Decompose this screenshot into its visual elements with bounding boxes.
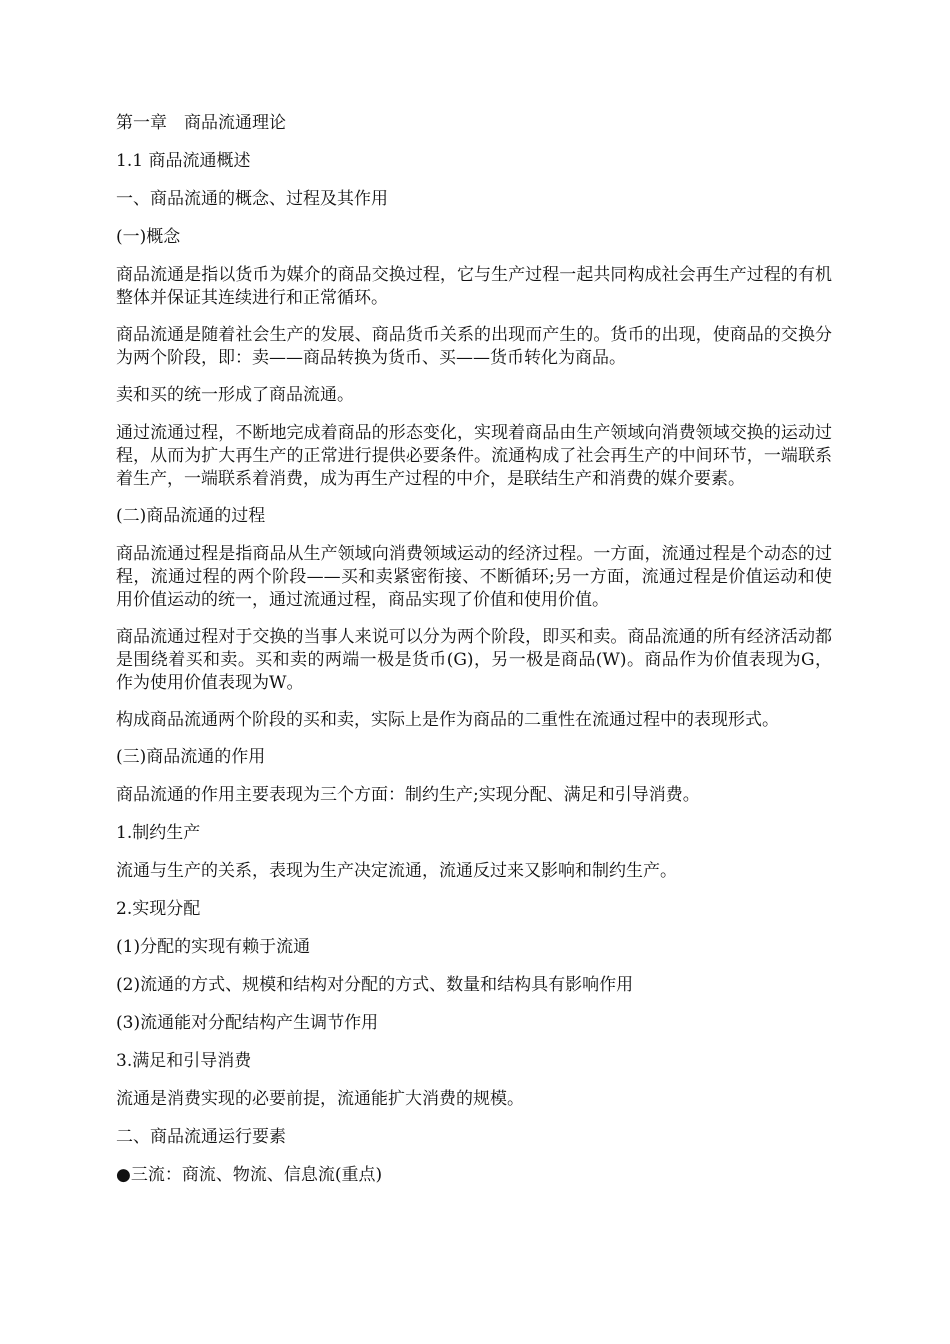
numbered-heading: 3.满足和引导消费	[116, 1051, 252, 1071]
bullet-item: ●三流：商流、物流、信息流(重点)	[116, 1165, 383, 1185]
body-paragraph: 商品流通的作用主要表现为三个方面：制约生产;实现分配、满足和引导消费。	[116, 785, 700, 805]
item-heading: (二)商品流通的过程	[116, 506, 266, 526]
body-paragraph: 商品流通过程是指商品从生产领域向消费领域运动的经济过程。一方面，流通过程是个动态的过程，流通过程的两个阶段——买和卖紧密衔接、不断循环;另一方面，流通过程是价值运动和使用价值运动的统一，通过流通过程，商品实现了价值和使用价值。	[116, 544, 832, 610]
body-paragraph: 流通是消费实现的必要前提，流通能扩大消费的规模。	[116, 1089, 524, 1109]
numbered-heading: 2.实现分配	[116, 899, 201, 919]
body-paragraph: 卖和买的统一形成了商品流通。	[116, 385, 354, 405]
body-paragraph: 商品流通是随着社会生产的发展、商品货币关系的出现而产生的。货币的出现，使商品的交换分为两个阶段，即：卖——商品转换为货币、买——货币转化为商品。	[116, 325, 832, 368]
body-paragraph: 通过流通过程，不断地完成着商品的形态变化，实现着商品由生产领域向消费领域交换的运动过程，从而为扩大再生产的正常进行提供必要条件。流通构成了社会再生产的中间环节，一端联系着生产，一端联系着消费，成为再生产过程的中介，是联结生产和消费的媒介要素。	[116, 423, 832, 489]
item-heading: (一)概念	[116, 227, 181, 247]
subsection-heading: 一、商品流通的概念、过程及其作用	[116, 189, 388, 209]
list-item: (1)分配的实现有赖于流通	[116, 937, 311, 957]
document-page	[116, 112, 832, 1202]
body-paragraph: 商品流通过程对于交换的当事人来说可以分为两个阶段，即买和卖。商品流通的所有经济活动都是围绕着买和卖。买和卖的两端一极是货币(G)，另一极是商品(W)。商品作为价值表现为G，作为使用价值表现为W。	[116, 627, 832, 693]
body-paragraph: 流通与生产的关系，表现为生产决定流通，流通反过来又影响和制约生产。	[116, 861, 677, 881]
subsection-heading: 二、商品流通运行要素	[116, 1127, 286, 1147]
numbered-heading: 1.制约生产	[116, 823, 201, 843]
body-paragraph: 商品流通是指以货币为媒介的商品交换过程，它与生产过程一起共同构成社会再生产过程的有机整体并保证其连续进行和正常循环。	[116, 265, 832, 308]
list-item: (2)流通的方式、规模和结构对分配的方式、数量和结构具有影响作用	[116, 975, 634, 995]
section-heading: 1.1 商品流通概述	[116, 151, 251, 171]
list-item: (3)流通能对分配结构产生调节作用	[116, 1013, 379, 1033]
chapter-title: 第一章 商品流通理论	[116, 113, 286, 133]
body-paragraph: 构成商品流通两个阶段的买和卖，实际上是作为商品的二重性在流通过程中的表现形式。	[116, 710, 779, 730]
item-heading: (三)商品流通的作用	[116, 747, 266, 767]
